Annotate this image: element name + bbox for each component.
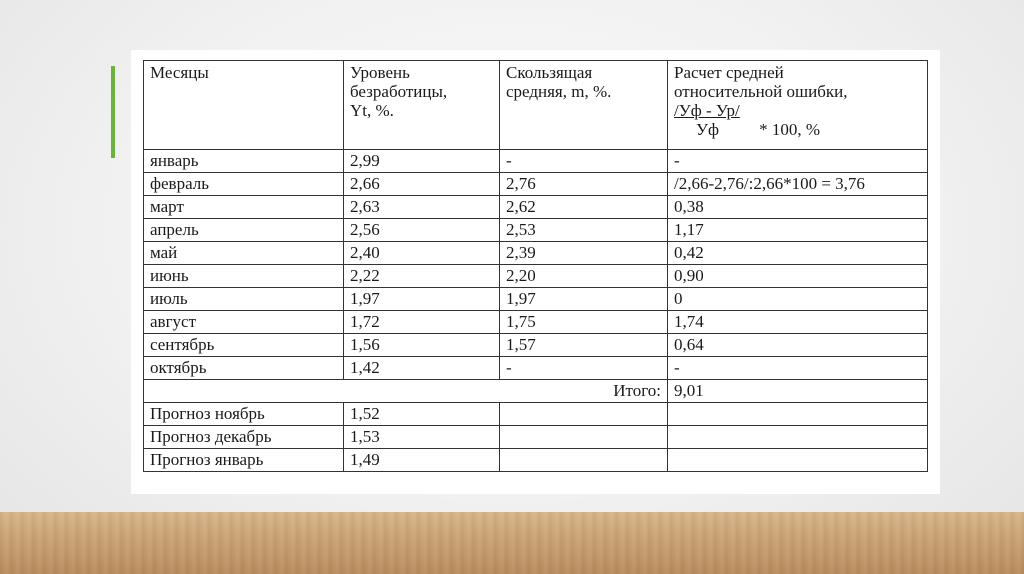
cell-rate: 1,56 <box>344 334 500 357</box>
wood-floor <box>0 512 1024 574</box>
cell-month: октябрь <box>144 357 344 380</box>
cell-error: /2,66-2,76/:2,66*100 = 3,76 <box>668 173 928 196</box>
green-accent-bar <box>111 66 115 158</box>
cell-moving-average: 2,39 <box>500 242 668 265</box>
cell-month: июнь <box>144 265 344 288</box>
cell-moving-average: 1,75 <box>500 311 668 334</box>
header-error-line: относительной ошибки, <box>674 82 848 101</box>
table-row <box>144 150 928 173</box>
forecast-value: 1,49 <box>344 449 500 472</box>
forecast-value: 1,53 <box>344 426 500 449</box>
forecast-row <box>144 449 928 472</box>
header-rate-line: безработицы, <box>350 82 448 101</box>
forecast-label: Прогноз декабрь <box>144 426 344 449</box>
table-header-row <box>144 61 928 150</box>
table-row <box>144 219 928 242</box>
table-row <box>144 196 928 219</box>
cell-rate: 2,66 <box>344 173 500 196</box>
table-row <box>144 173 928 196</box>
header-error-formula-denominator <box>674 120 921 139</box>
cell-error: 0,64 <box>668 334 928 357</box>
table-row <box>144 265 928 288</box>
forecast-label: Прогноз январь <box>144 449 344 472</box>
cell-error: 0,42 <box>668 242 928 265</box>
cell-month: январь <box>144 150 344 173</box>
forecast-row <box>144 403 928 426</box>
cell-error: 0,90 <box>668 265 928 288</box>
total-row <box>144 380 928 403</box>
header-months <box>144 61 344 150</box>
header-error-line: Расчет средней <box>674 63 784 82</box>
cell-moving-average: 1,57 <box>500 334 668 357</box>
header-rate <box>344 61 500 150</box>
header-error <box>668 61 928 150</box>
forecast-empty <box>500 449 668 472</box>
forecast-value: 1,52 <box>344 403 500 426</box>
cell-month: июль <box>144 288 344 311</box>
cell-moving-average: 2,76 <box>500 173 668 196</box>
header-avg-line: средняя, m, %. <box>506 82 612 101</box>
cell-error: - <box>668 357 928 380</box>
cell-moving-average: 2,62 <box>500 196 668 219</box>
cell-rate: 2,40 <box>344 242 500 265</box>
cell-rate: 1,72 <box>344 311 500 334</box>
cell-rate: 2,99 <box>344 150 500 173</box>
cell-error: 0 <box>668 288 928 311</box>
cell-error: 1,74 <box>668 311 928 334</box>
forecast-empty <box>668 426 928 449</box>
forecast-empty <box>500 403 668 426</box>
header-error-denominator-label: Уф <box>696 120 720 139</box>
cell-rate: 2,56 <box>344 219 500 242</box>
header-avg-line: Скользящая <box>506 63 593 82</box>
cell-month: сентябрь <box>144 334 344 357</box>
cell-rate: 1,42 <box>344 357 500 380</box>
cell-rate: 2,22 <box>344 265 500 288</box>
header-error-formula-numerator: /Уф - Ур/ <box>674 101 740 120</box>
total-value: 9,01 <box>668 380 928 403</box>
cell-moving-average: 2,20 <box>500 265 668 288</box>
cell-moving-average: - <box>500 357 668 380</box>
table-row <box>144 311 928 334</box>
cell-error: 1,17 <box>668 219 928 242</box>
header-rate-line: Уровень <box>350 63 410 82</box>
cell-error: 0,38 <box>668 196 928 219</box>
forecast-label: Прогноз ноябрь <box>144 403 344 426</box>
unemployment-table <box>143 60 928 472</box>
table-row <box>144 357 928 380</box>
header-moving-average <box>500 61 668 150</box>
table-row <box>144 334 928 357</box>
forecast-row <box>144 426 928 449</box>
cell-month: апрель <box>144 219 344 242</box>
cell-month: август <box>144 311 344 334</box>
cell-month: май <box>144 242 344 265</box>
header-months-label: Месяцы <box>150 63 209 82</box>
cell-rate: 2,63 <box>344 196 500 219</box>
cell-moving-average: 1,97 <box>500 288 668 311</box>
forecast-empty <box>668 449 928 472</box>
cell-error: - <box>668 150 928 173</box>
cell-month: февраль <box>144 173 344 196</box>
total-label: Итого: <box>144 380 668 403</box>
forecast-empty <box>500 426 668 449</box>
table-row <box>144 242 928 265</box>
cell-month: март <box>144 196 344 219</box>
header-rate-line: Yt, %. <box>350 101 394 120</box>
cell-moving-average: 2,53 <box>500 219 668 242</box>
table-row <box>144 288 928 311</box>
header-error-multiplier-label: * 100, % <box>759 120 820 139</box>
cell-rate: 1,97 <box>344 288 500 311</box>
cell-moving-average: - <box>500 150 668 173</box>
forecast-empty <box>668 403 928 426</box>
